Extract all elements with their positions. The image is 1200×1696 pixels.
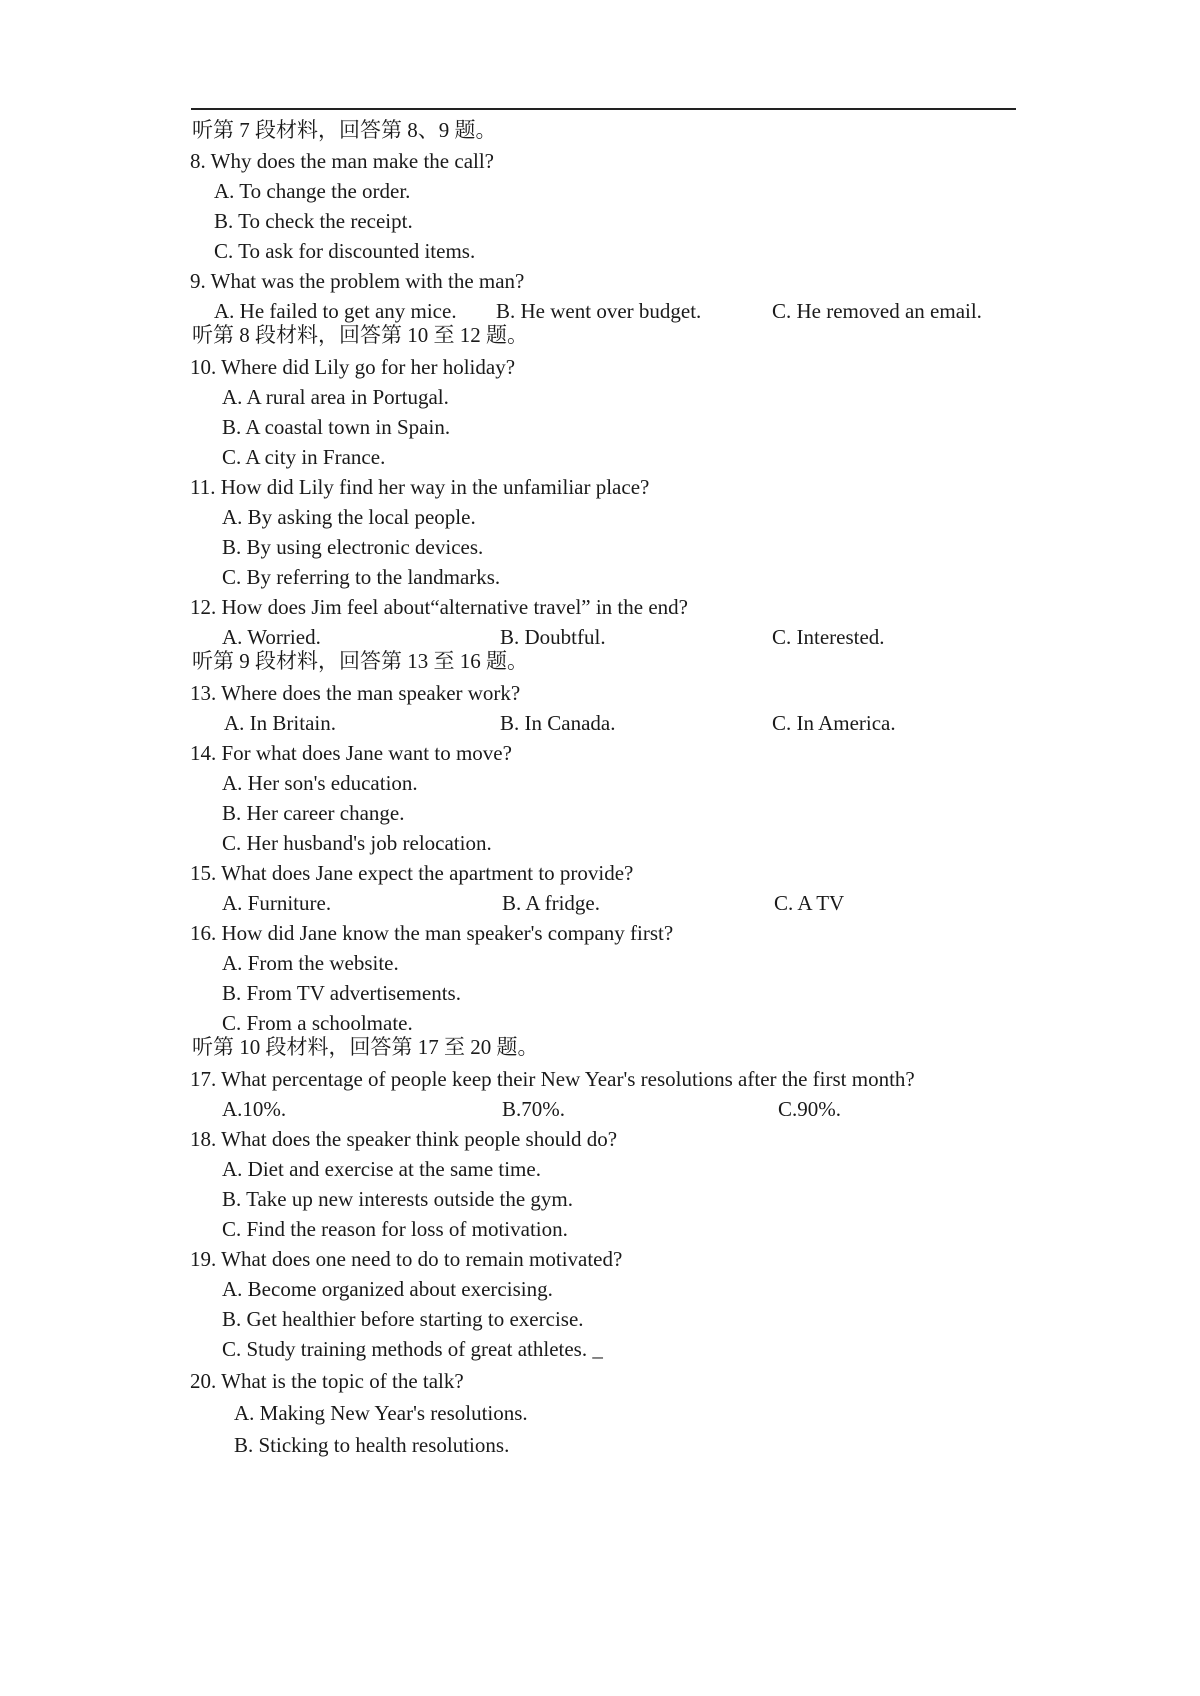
answer-option: C. A city in France.: [222, 445, 386, 469]
question-stem: 13. Where does the man speaker work?: [190, 681, 521, 705]
question-stem: 12. How does Jim feel about“alternative travel” in the end?: [190, 595, 688, 619]
section-header: 听第 10 段材料，回答第 17 至 20 题。: [192, 1035, 539, 1059]
answer-option: B. By using electronic devices.: [222, 535, 484, 559]
answer-option: C. From a schoolmate.: [222, 1011, 413, 1035]
answer-option: B. Sticking to health resolutions.: [234, 1433, 510, 1457]
answer-option: A. Become organized about exercising.: [222, 1277, 553, 1301]
answer-option: C. Interested.: [772, 625, 885, 649]
question-stem: 9. What was the problem with the man?: [190, 269, 525, 293]
question-stem: 20. What is the topic of the talk?: [190, 1369, 464, 1393]
question-stem: 8. Why does the man make the call?: [190, 149, 495, 173]
answer-option: B. From TV advertisements.: [222, 981, 461, 1005]
answer-option: B. A fridge.: [502, 891, 600, 915]
section-header: 听第 9 段材料，回答第 13 至 16 题。: [192, 649, 528, 673]
answer-option: A. By asking the local people.: [222, 505, 476, 529]
answer-option: A. Her son's education.: [222, 771, 418, 795]
answer-option: B. Take up new interests outside the gym.: [222, 1187, 574, 1211]
answer-option: A. In Britain.: [224, 711, 336, 735]
answer-option: B. A coastal town in Spain.: [222, 415, 451, 439]
question-stem: 18. What does the speaker think people should do?: [190, 1127, 618, 1151]
question-stem: 10. Where did Lily go for her holiday?: [190, 355, 516, 379]
answer-option: C. A TV: [774, 891, 845, 915]
top-rule: [191, 108, 1016, 110]
answer-option: B.70%.: [502, 1097, 565, 1121]
section-header: 听第 7 段材料，回答第 8、9 题。: [192, 118, 497, 142]
section-header: 听第 8 段材料，回答第 10 至 12 题。: [192, 323, 528, 347]
answer-option: A. To change the order.: [214, 179, 411, 203]
answer-option: B. Doubtful.: [500, 625, 606, 649]
answer-option: A. Furniture.: [222, 891, 332, 915]
question-stem: 14. For what does Jane want to move?: [190, 741, 512, 765]
answer-option: B. To check the receipt.: [214, 209, 413, 233]
answer-option: B. Get healthier before starting to exercise.: [222, 1307, 584, 1331]
answer-option: C. Her husband's job relocation.: [222, 831, 492, 855]
answer-option: C. In America.: [772, 711, 896, 735]
answer-option: A. He failed to get any mice.: [214, 299, 457, 323]
answer-option: C. He removed an email.: [772, 299, 982, 323]
answer-option: A. Worried.: [222, 625, 321, 649]
question-stem: 15. What does Jane expect the apartment to provide?: [190, 861, 634, 885]
answer-option: C. By referring to the landmarks.: [222, 565, 501, 589]
question-stem: 19. What does one need to do to remain motivated?: [190, 1247, 623, 1271]
answer-option: A. From the website.: [222, 951, 399, 975]
question-stem: 17. What percentage of people keep their New Year's resolutions after the first month?: [190, 1067, 915, 1091]
answer-option: B. Her career change.: [222, 801, 405, 825]
answer-option: B. In Canada.: [500, 711, 616, 735]
answer-option: A.10%.: [222, 1097, 287, 1121]
question-stem: 16. How did Jane know the man speaker's company first?: [190, 921, 674, 945]
answer-option: A. Making New Year's resolutions.: [234, 1401, 528, 1425]
question-stem: 11. How did Lily find her way in the unfamiliar place?: [190, 475, 650, 499]
answer-option: C.90%.: [778, 1097, 841, 1121]
answer-option: C. Find the reason for loss of motivation.: [222, 1217, 568, 1241]
answer-option: C. To ask for discounted items.: [214, 239, 476, 263]
answer-option: A. Diet and exercise at the same time.: [222, 1157, 541, 1181]
answer-option: A. A rural area in Portugal.: [222, 385, 449, 409]
answer-option: C. Study training methods of great athletes. _: [222, 1337, 603, 1361]
answer-option: B. He went over budget.: [496, 299, 702, 323]
